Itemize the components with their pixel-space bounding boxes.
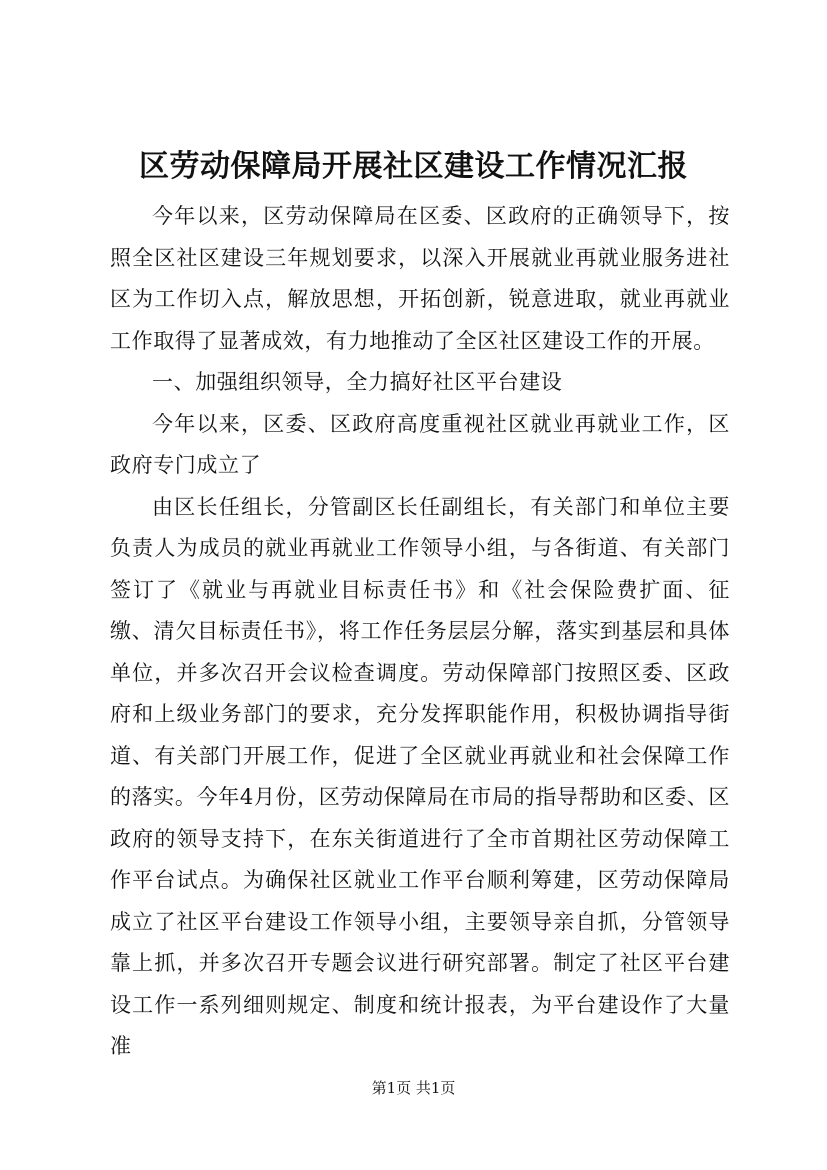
document-body (110, 196, 730, 1068)
section-heading-1: 一、加强组织领导，全力搞好社区平台建设 (152, 370, 563, 394)
paragraph-intro: 今年以来，区劳动保障局在区委、区政府的正确领导下，按照全区社区建设三年规划要求，以深入开展就业再就业服务进社区为工作切入点，解放思想，开拓创新，锐意进取，就业再就业工作取得了显著成效，有力地推动了全区社区建设工作的开展。 (110, 204, 730, 353)
paragraph-2: 今年以来，区委、区政府高度重视社区就业再就业工作，区政府专门成立了 (110, 411, 730, 477)
document-title: 区劳动保障局开展社区建设工作情况汇报 (139, 149, 688, 184)
paragraph-3: 由区长任组长，分管副区长任副组长，有关部门和单位主要负责人为成员的就业再就业工作领导小组，与各街道、有关部门签订了《就业与再就业目标责任书》和《社会保险费扩面、征缴、清欠目标责任书》，将工作任务层层分解，落实到基层和具体单位，并多次召开会议检查调度。劳动保障部门按照区委、区政府和上级业务部门的要求，充分发挥职能作用，积极协调指导街道、有关部门开展工作，促进了全区就业再就业和社会保障工作的落实。今年4月份，区劳动保障局在市局的指导帮助和区委、区政府的领导支持下，在东关街道进行了全市首期社区劳动保障工作平台试点。为确保社区就业工作平台顺利筹建，区劳动保障局成立了社区平台建设工作领导小组，主要领导亲自抓，分管领导靠上抓，并多次召开专题会议进行研究部署。制定了社区平台建设工作一系列细则规定、制度和统计报表，为平台建设作了大量准 (110, 494, 730, 1058)
page-number-footer: 第1页 共1页 (371, 1079, 456, 1097)
